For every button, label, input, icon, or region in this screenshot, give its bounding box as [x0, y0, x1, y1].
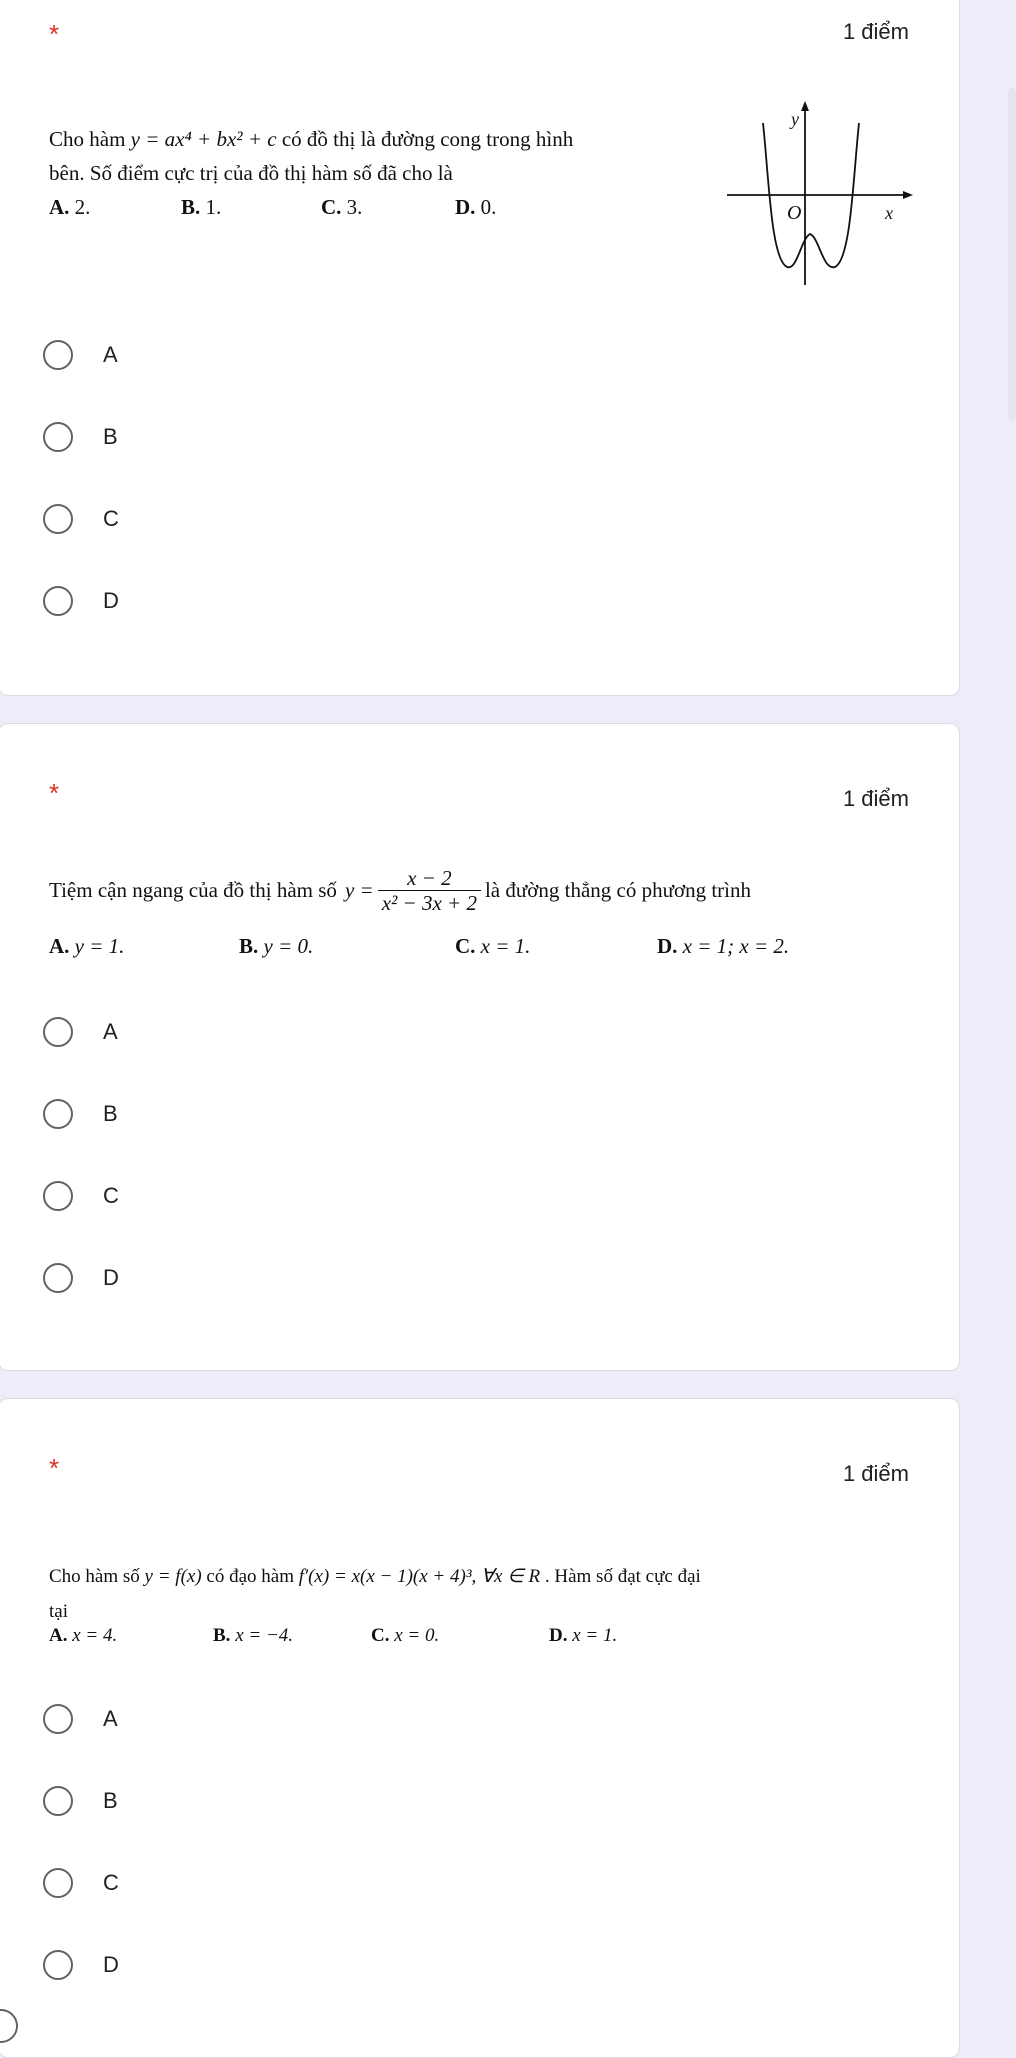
option-a[interactable] — [43, 333, 118, 377]
formula-f: y = f(x) — [144, 1566, 202, 1587]
formula-derivative: f′(x) = x(x − 1)(x + 4)³, ∀x ∈ R — [298, 1566, 541, 1587]
option-d[interactable] — [43, 579, 119, 623]
radio-button[interactable] — [43, 1017, 73, 1047]
function-graph — [725, 99, 915, 289]
formula-y: y = — [344, 878, 374, 902]
radio-button[interactable] — [43, 586, 73, 616]
option-c[interactable] — [43, 497, 119, 541]
question-text-pre: Cho hàm — [49, 127, 131, 151]
radio-button[interactable] — [43, 340, 73, 370]
option-c[interactable] — [43, 1174, 119, 1218]
question-text-line2: tại — [49, 1601, 68, 1622]
radio-button[interactable] — [43, 1263, 73, 1293]
option-a[interactable] — [43, 1010, 118, 1054]
question-card-2 — [0, 723, 960, 1371]
required-marker: * — [49, 778, 60, 808]
formula: y = ax⁴ + bx² + c — [130, 127, 277, 151]
required-marker: * — [49, 19, 60, 49]
option-label: A — [103, 1019, 118, 1044]
graph-label-x: x — [885, 203, 893, 223]
radio-button[interactable] — [43, 422, 73, 452]
radio-button[interactable] — [43, 1099, 73, 1129]
question-text-pre: Cho hàm số — [49, 1566, 145, 1587]
question-image: Cho hàm số y = f(x) có đạo hàm f′(x) = x(x − 1)(x + 4)³, ∀x ∈ R . Hàm số đạt cực đại tại A. x = 4. B. x = −4. C. x = 0. D. x = 1. — [49, 1566, 701, 1646]
radio-button[interactable] — [43, 1868, 73, 1898]
option-label: A — [103, 1706, 118, 1731]
option-label: B — [103, 1101, 118, 1126]
graph-label-origin: O — [787, 202, 802, 224]
radio-button[interactable] — [43, 1786, 73, 1816]
option-a[interactable] — [43, 1697, 118, 1741]
points-label: 1 điểm — [842, 786, 909, 811]
option-label: B — [103, 424, 118, 449]
option-b[interactable] — [43, 415, 118, 459]
option-label: D — [103, 1952, 119, 1977]
radio-button[interactable] — [43, 504, 73, 534]
radio-button[interactable] — [43, 1950, 73, 1980]
option-label: B — [103, 1788, 118, 1813]
question-text-mid: có đạo hàm — [206, 1566, 299, 1587]
option-b[interactable] — [43, 1092, 118, 1136]
points-label: 1 điểm — [842, 1461, 909, 1486]
question-text-line2: bên. Số điểm cực trị của đồ thị hàm số đã cho là — [49, 161, 453, 185]
option-label: C — [103, 506, 119, 531]
question-image: Tiệm cận ngang của đồ thị hàm số y = $\frac{x - 2}{\text{x² − 3x + 2}}$ là đường thẳng có phương trình A. y = 1. B. y = 0. C. x = 1. D. x = 1; x = 2. — [49, 866, 790, 958]
option-d[interactable] — [43, 1256, 119, 1300]
option-label: C — [103, 1183, 119, 1208]
option-label: A — [103, 342, 118, 367]
fraction: $\frac{x - 2}{\text{x² − 3x + 2}}$ — [378, 866, 481, 915]
radio-button[interactable] — [43, 1704, 73, 1734]
option-c[interactable] — [43, 1861, 119, 1905]
question-text-post: . Hàm số đạt cực đại — [544, 1566, 701, 1587]
question-text-post: có đồ thị là đường cong trong hình — [281, 127, 574, 151]
option-b[interactable] — [43, 1779, 118, 1823]
required-marker: * — [49, 1453, 60, 1483]
question-card-3 — [0, 1398, 960, 2058]
question-text-post: là đường thẳng có phương trình — [484, 878, 751, 902]
question-text-pre: Tiệm cận ngang của đồ thị hàm số — [49, 878, 337, 902]
points-label: 1 điểm — [842, 19, 909, 44]
option-label: D — [103, 1265, 119, 1290]
option-label: D — [103, 588, 119, 613]
option-d[interactable] — [43, 1943, 119, 1987]
radio-button[interactable] — [43, 1181, 73, 1211]
graph-label-y: y — [791, 109, 799, 129]
scrollbar[interactable] — [1008, 88, 1016, 420]
question-card-1 — [0, 0, 960, 696]
option-label: C — [103, 1870, 119, 1895]
question-image: Cho hàm y = ax⁴ + bx² + c có đồ thị là đường cong trong hình bên. Số điểm cực trị của đồ thị hàm số đã cho là A. 2. B. 1. C. 3. D. 0. y O x — [49, 99, 909, 299]
